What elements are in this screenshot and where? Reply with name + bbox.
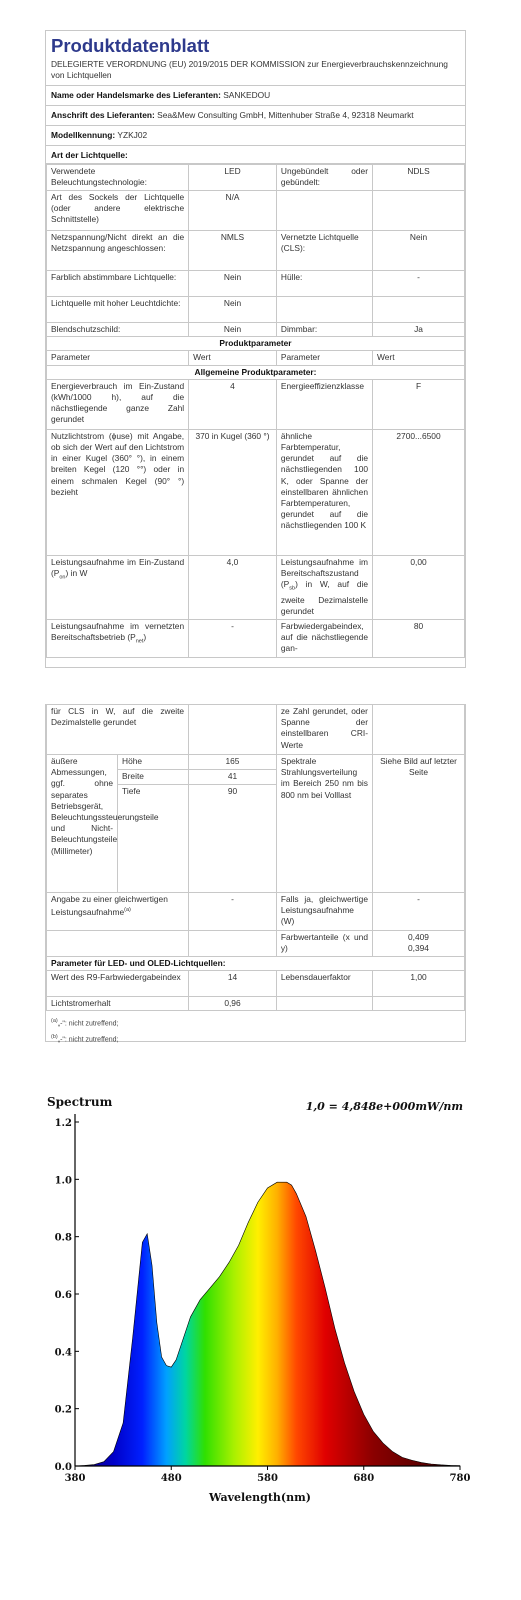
datasheet-page-2	[45, 704, 466, 1042]
chroma-label: Farbwertanteile (x und y)	[276, 931, 372, 957]
maintenance-label: Lichtstromerhalt	[47, 997, 189, 1011]
height-label: Höhe	[118, 755, 189, 770]
pon-value: 4,0	[189, 555, 277, 619]
model-label: Modellkennung:	[51, 130, 116, 140]
y-tick-label: 0.0	[54, 1462, 72, 1473]
col-header-value-1: Wert	[189, 351, 277, 365]
flux-label: Nutzlichtstrom (ϕuse) mit Angabe, ob sich der Wert auf den Lichtstrom in einer Kugel (360° °), in einem breiten Kegel (120 °°) oder in einem schmalen Kegel (90° °) bezieht	[47, 429, 189, 555]
highlum-label: Lichtquelle mit hoher Leuchtdichte:	[47, 297, 189, 323]
efficiency-value: F	[373, 379, 465, 429]
y-tick-label: 0.2	[54, 1404, 72, 1416]
unbundled-label: Ungebündelt oder gebündelt:	[276, 165, 372, 191]
product-params-table-cont	[46, 704, 465, 1011]
energy-value: 4	[189, 379, 277, 429]
psb-value: 0,00	[373, 555, 465, 619]
model-row	[46, 126, 465, 146]
y-tick-label: 0.8	[54, 1232, 72, 1244]
socket-value: N/A	[189, 191, 277, 231]
footnotes	[46, 1011, 465, 1050]
efficiency-label: Energieeffizienzklasse	[276, 379, 372, 429]
energy-label: Energieverbrauch im Ein-Zustand (kWh/1000 h), auf die nächstliegende ganze Zahl gerundet	[47, 379, 189, 429]
glare-label: Blendschutzschild:	[47, 323, 189, 337]
pon-label: Leistungsaufnahme im Ein-Zustand $(P_{on})$ in W	[47, 555, 189, 619]
highlum-value: Nein	[189, 297, 277, 323]
connected-label: Vernetzte Lichtquelle (CLS):	[276, 231, 372, 271]
cct-label: ähnliche Farbtemperatur, gerundet auf die nächstliegenden 100 K, oder Spanne der einstellbaren ähnlichen Farbtemperaturen, gerundet auf die nächstliegenden 100 K	[276, 429, 372, 555]
chroma-value: 0,409 0,394	[372, 931, 464, 957]
tunable-value: Nein	[189, 271, 277, 297]
tunable-label: Farblich abstimmbare Lichtquelle:	[47, 271, 189, 297]
dims-label: äußere Abmessungen, ggf. ohne separates Betriebsgerät, Beleuchtungssteuerungsteile und Nicht-Beleuchtungsteile (Millimeter)	[47, 755, 118, 893]
datasheet-page-1	[45, 30, 466, 668]
equiv-w-label: Falls ja, gleichwertige Leistungsaufnahme (W)	[276, 893, 372, 931]
y-tick-label: 0.4	[54, 1347, 72, 1359]
y-tick-label: 0.6	[54, 1290, 72, 1301]
supplier-label: Name oder Handelsmarke des Lieferanten:	[51, 90, 221, 100]
tech-label: Verwendete Beleuchtungstechnologie:	[47, 165, 189, 191]
col-header-param-2: Parameter	[276, 351, 372, 365]
pnet-label: Leistungsaufnahme im vernetzten Bereitschaftsbetrieb $(P_{net})$	[47, 619, 189, 657]
col-header-param-1: Parameter	[47, 351, 189, 365]
x-axis-label: Wavelength(nm)	[209, 1491, 311, 1504]
regulation-subtitle: DELEGIERTE VERORDNUNG (EU) 2019/2015 DER KOMMISSION zur Energieverbrauchskennzeichnung von Lichtquellen	[46, 59, 465, 86]
mains-label: Netzspannung/Nicht direkt an die Netzspannung angeschlossen:	[47, 231, 189, 271]
psb-label: Leistungsaufnahme im Bereitschaftszustand $(P_{sb})$ in W, auf die zweite Dezimalstelle gerundet	[276, 555, 372, 619]
spectrum-chart	[45, 1084, 471, 1506]
unbundled-value: NDLS	[373, 165, 465, 191]
spd-value: Siehe Bild auf letzter Seite	[372, 755, 464, 893]
depth-label: Tiefe	[118, 785, 189, 893]
x-tick-label: 680	[353, 1473, 375, 1484]
flux-value: 370 in Kugel (360 °)	[189, 429, 277, 555]
led-params-heading: Parameter für LED- und OLED-Lichtquellen:	[47, 957, 465, 971]
chart-scale-legend: 1,0 = 4,848e+000mW/nm	[305, 1100, 463, 1113]
spectrum-area	[75, 1182, 460, 1466]
dimmable-label: Dimmbar:	[276, 323, 372, 337]
supplier-row	[46, 86, 465, 106]
envelope-value: -	[373, 271, 465, 297]
address-label: Anschrift des Lieferanten:	[51, 110, 155, 120]
y-tick-label: 1.0	[54, 1175, 72, 1187]
width-label: Breite	[118, 770, 189, 785]
mains-value: NMLS	[189, 231, 277, 271]
product-params-heading: Produktparameter	[47, 337, 465, 351]
equiv-value: -	[189, 893, 277, 931]
supplier-value: SANKEDOU	[223, 90, 271, 100]
plot-area	[75, 1182, 460, 1466]
general-params-heading: Allgemeine Produktparameter:	[47, 365, 465, 379]
x-tick-label: 480	[160, 1473, 182, 1484]
equiv-w-value: -	[372, 893, 464, 931]
address-row	[46, 106, 465, 126]
footnote-a: $^{(a)}$„-": nicht zutreffend;	[51, 1018, 119, 1028]
depth-value: 90	[189, 785, 277, 893]
height-value: 165	[189, 755, 277, 770]
col-header-value-2: Wert	[373, 351, 465, 365]
cri-label: Farbwiedergabeindex, auf die nächstliegende gan-	[276, 619, 372, 657]
page-title: Produktdatenblatt	[51, 35, 210, 56]
x-tick-label: 780	[449, 1473, 471, 1484]
footnote-b: $^{(b)}$„-": nicht zutreffend;	[51, 1033, 119, 1044]
spd-label: Spektrale Strahlungsverteilung im Bereich 250 nm bis 800 nm bei Volllast	[276, 755, 372, 893]
cri-label-cont: ze Zahl gerundet, oder Spanne der einstellbaren CRI-Werte	[276, 705, 372, 755]
model-value: YZKJ02	[117, 130, 148, 140]
connected-value: Nein	[373, 231, 465, 271]
socket-label: Art des Sockels der Lichtquelle (oder andere elektrische Schnittstelle)	[47, 191, 189, 231]
glare-value: Nein	[189, 323, 277, 337]
cct-value: 2700...6500	[373, 429, 465, 555]
cri-value: 80	[373, 619, 465, 657]
light-source-type-table	[46, 164, 465, 658]
maintenance-value: 0,96	[189, 997, 277, 1011]
chart-title: Spectrum	[47, 1095, 113, 1109]
r9-label: Wert des R9-Farbwiedergabeindex	[47, 971, 189, 997]
lifetime-value: 1,00	[372, 971, 464, 997]
x-tick-label: 580	[257, 1473, 278, 1484]
r9-value: 14	[189, 971, 277, 997]
address-value: Sea&Mew Consulting GmbH, Mittenhuber Straße 4, 92318 Neumarkt	[157, 110, 414, 120]
y-tick-label: 1.2	[54, 1118, 72, 1129]
dimmable-value: Ja	[373, 323, 465, 337]
pnet-label-cont: für CLS in W, auf die zweite Dezimalstelle gerundet	[47, 705, 189, 755]
type-heading: Art der Lichtquelle:	[46, 146, 465, 164]
x-tick-label: 380	[64, 1473, 86, 1484]
pnet-value: -	[189, 619, 277, 657]
equiv-label: Angabe zu einer gleichwertigen Leistungsaufnahme$^{(a)}$	[47, 893, 189, 931]
tech-value: LED	[189, 165, 277, 191]
width-value: 41	[189, 770, 277, 785]
lifetime-label: Lebensdauerfaktor	[276, 971, 372, 997]
envelope-label: Hülle:	[276, 271, 372, 297]
